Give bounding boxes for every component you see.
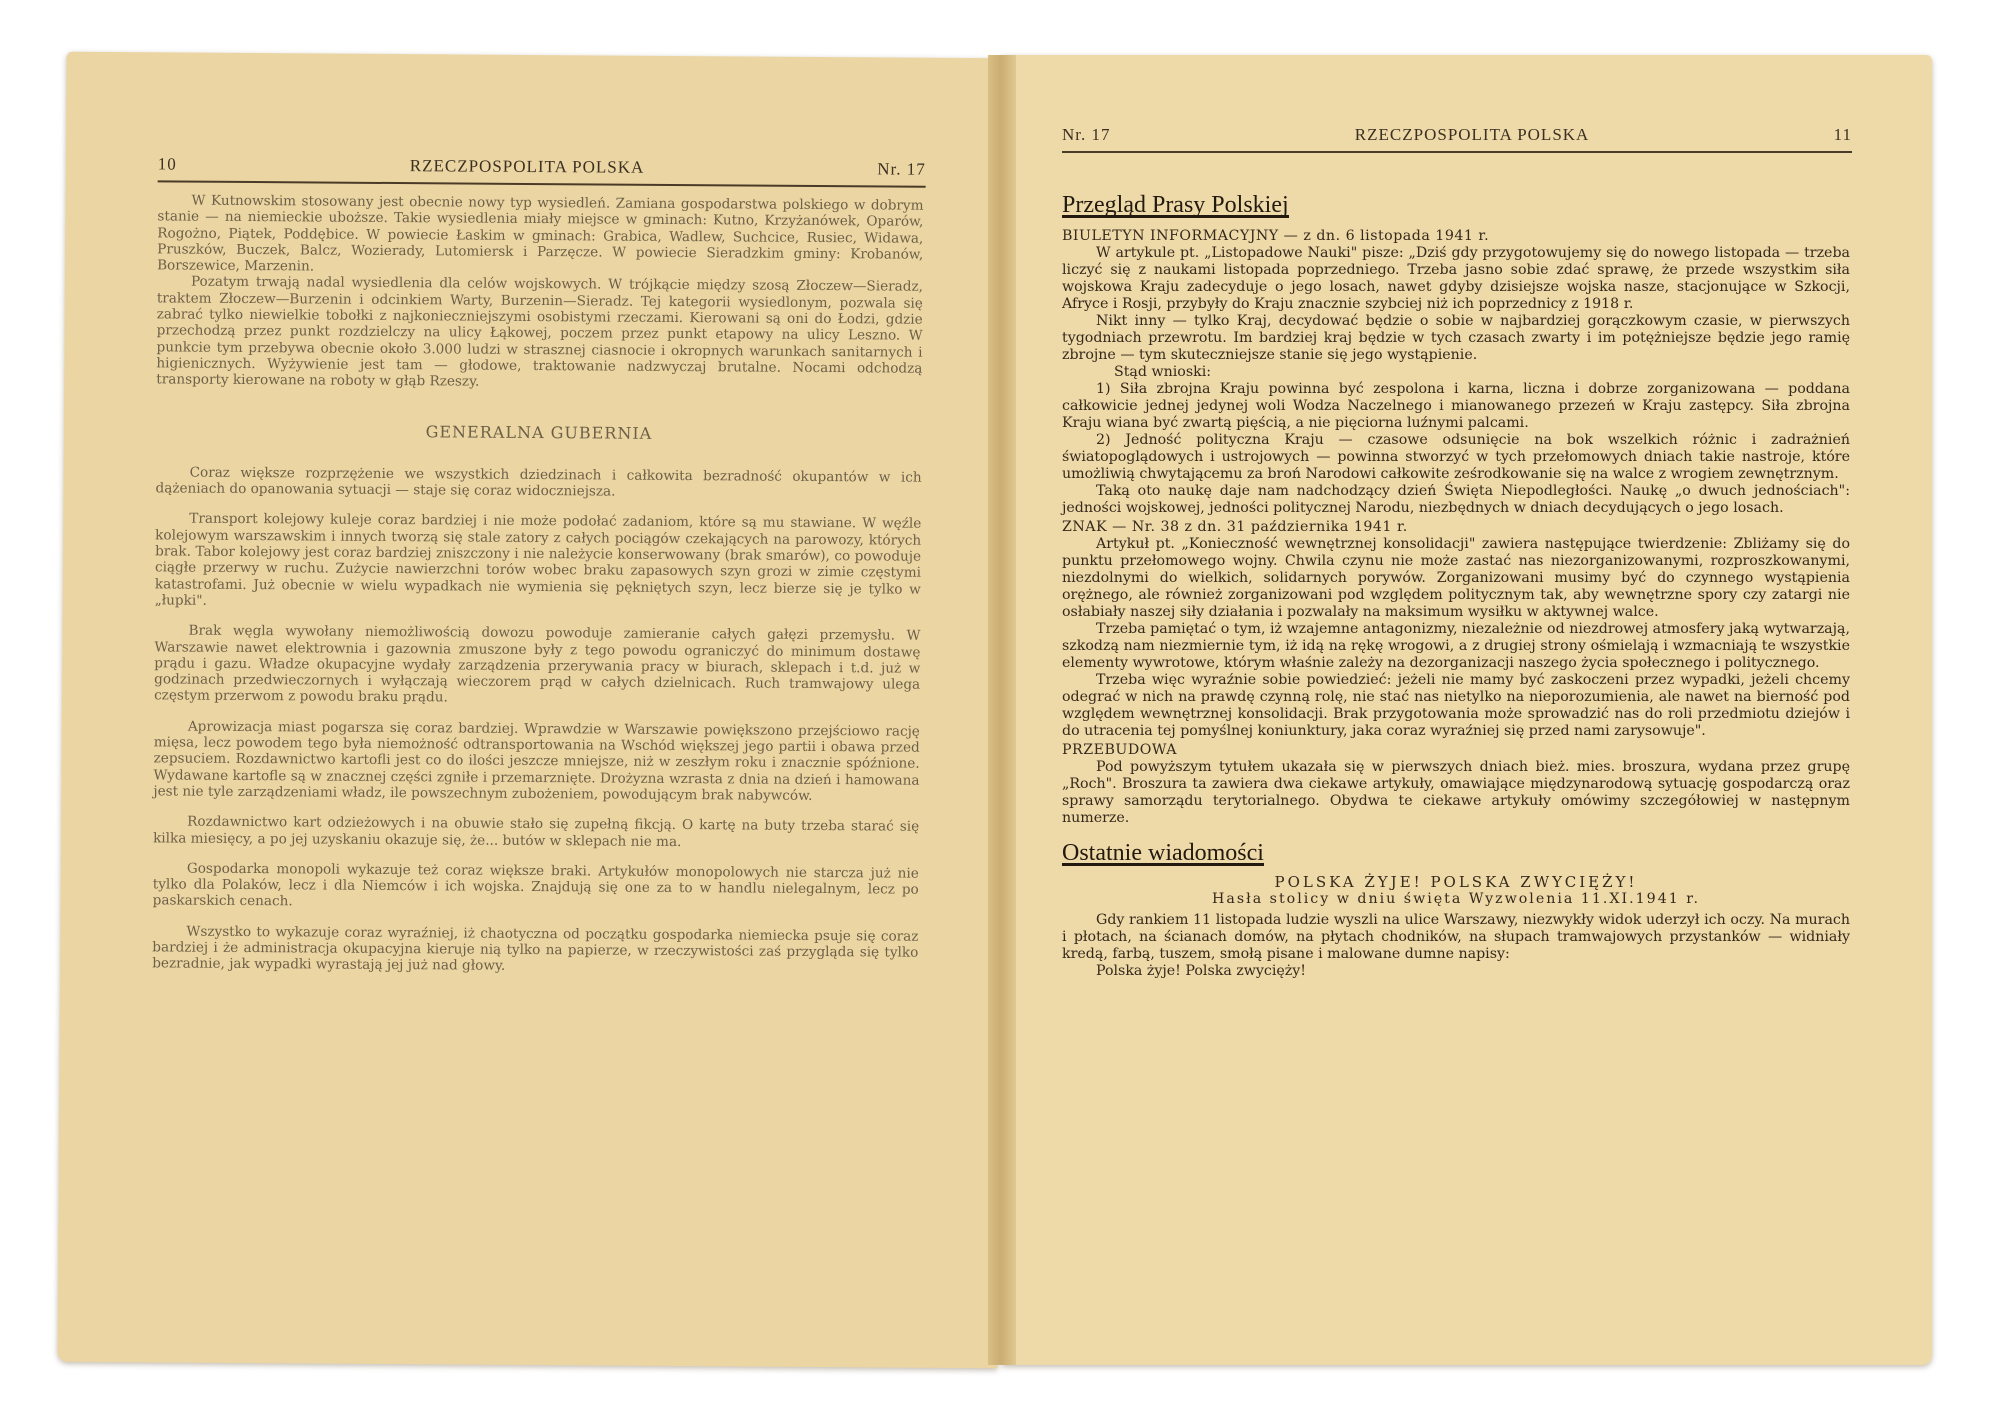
- right-page-header: [1062, 125, 1852, 153]
- left-page-content: [152, 192, 923, 977]
- paragraph: Stąd wnioski:: [1114, 364, 1212, 380]
- paragraph: Pozatym trwają nadal wysiedlenia dla celów wojskowych. W trójkącie między szosą Złoczew—Sieradz, traktem Złoczew—Burzenin i odcinkiem Warty, Burzenin—Sieradz. Tej kategorii wysiedlonym, pozwala się zabrać tylko niewielkie tobołki z najkonieczniejszymi osobistymi rzeczami. Kierowani są oni do Łodzi, gdzie przechodzą przez punkt rozdzielczy na ulicy Łąkowej, poczem przez punkt etapowy na ulicy Leszno. W punkcie tym przebywa obecnie około 3.000 ludzi w strasznej ciasnocie i okropnych warunkach sanitarnych i higienicznych. Wyżywienie jest tam — głodowe, traktowanie nadzwyczaj brutalne. Nocami odchodzą transporty kierowane na roboty w głąb Rzeszy.: [156, 274, 924, 390]
- paragraph: W Kutnowskim stosowany jest obecnie nowy typ wysiedleń. Zamiana gospodarstwa polskiego w dobrym stanie — na niemieckie uboższe. Takie wysiedlenia miały miejsce w gminach: Kutno, Krzyżanówek, Oparów, Rogożno, Piątek, Poddębice. W powiecie Łaskim w gminach: Grabica, Wadlew, Suchcice, Rusiec, Widawa, Pruszków, Buczek, Balcz, Wozierady, Lutomiersk i Parzęcze. W powiecie Sieradzkim gminy: Krobanów, Borszewice, Marzenin.: [157, 192, 924, 275]
- paragraph: Taką oto naukę daje nam nadchodzący dzień Święta Niepodległości. Naukę „o dwuch jednościach": jedności wojskowej, jedności politycznej Narodu, niezbędnych w dniach decydujących o jego losach.: [1062, 483, 1850, 516]
- left-page: [57, 52, 1006, 1369]
- section-heading-generalna-gubernia: GENERALNA GUBERNIA: [425, 421, 653, 443]
- paragraph: Pod powyższym tytułem ukazała się w pierwszych dniach bież. mies. broszura, wydana przez grupę „Roch". Broszura ta zawiera dwa ciekawe artykuły, omawiające międzynarodową sytuację gospodarczą oraz sprawy samorządu terytorialnego. Obydwa te ciekawe artykuły omówimy szczegółowiej w następnym numerze.: [1062, 759, 1850, 826]
- paragraph: Artykuł pt. „Konieczność wewnętrznej konsolidacji" zawiera następujące twierdzenie: Zbliżamy się do punktu przełomowego wojny. Chwila czynu nie może zastać nas niezorganizowanymi, rozproszkowanymi, niezdolnymi do wielkich, solidarnych porywów. Zorganizowani musimy być do czynnego wystąpienia orężnego, ale również zorganizowani pod względem politycznym tak, aby wewnętrzne spory czy zatargi nie osłabiały naszej siły działania i pozwalały na maksimum wysiłku w aktywnej walce.: [1062, 536, 1850, 620]
- right-page-number: 11: [1833, 125, 1852, 144]
- news-subheadline: Hasła stolicy w dniu święta Wyzwolenia 11.XI.1941 r.: [1212, 891, 1700, 907]
- paragraph: 2) Jedność polityczna Kraju — czasowe odsunięcie na bok wszelkich różnic i zadrażnień światopoglądowych i ustrojowych — powinna stworzyć w tych przełomowych dniach takie nastroje, które umożliwią chwytającemu za broń Narodowi całkowite ześrodkowanie się na walce z wrogiem zewnętrznym.: [1062, 432, 1850, 482]
- right-page-content: [1062, 183, 1850, 980]
- book-gutter: [988, 55, 1016, 1365]
- right-page-title: RZECZPOSPOLITA POLSKA: [1354, 125, 1590, 144]
- left-page-title: RZECZPOSPOLITA POLSKA: [409, 156, 645, 177]
- left-page-issue: Nr. 17: [877, 159, 926, 179]
- paragraph: Gospodarka monopoli wykazuje też coraz większe braki. Artykułów monopolowych nie starcza już nie tylko dla Polaków, lecz i dla Niemców i ich wojska. Znajdują się one za to w handlu nielegalnym, lecz po paskarskich cenach.: [152, 860, 919, 910]
- section-heading-przeglad-prasy: Przegląd Prasy Polskiej: [1062, 192, 1289, 218]
- left-page-header: [158, 154, 926, 187]
- source-heading: BIULETYN INFORMACYJNY — z dn. 6 listopada 1941 r.: [1062, 228, 1490, 244]
- paragraph: Rozdawnictwo kart odzieżowych i na obuwie stało się zupełną fikcją. O kartę na buty trzeba starać się kilka miesięcy, a po jej uzyskaniu okazuje się, że... butów w sklepach nie ma.: [153, 813, 920, 850]
- paragraph: Transport kolejowy kuleje coraz bardziej i nie może podołać zadaniom, które są mu stawiane. W węźle kolejowym warszawskim i innych tworzą się stale zatory z całych pociągów czekających na parowozy, których brak. Tabor kolejowy jest coraz bardziej zniszczony i nie należycie konserwowany (brak smarów), co powoduje ciągłe przerwy w ruchu. Zużycie nawierzchni torów wobec braku zapasowych szyn grozi w zimie częstymi katastrofami. Już obecnie w wielu wypadkach nie wymienia się pękniętych szyn, lecz bierze się je tylko w „łupki".: [154, 511, 922, 609]
- paragraph: Trzeba więc wyraźnie sobie powiedzieć: jeżeli nie mamy być zaskoczeni przez wypadki, jeżeli chcemy odegrać w nich na prawdę czynną rolę, nie stać nas nietylko na nieporozumienia, ale nawet na bierność pod względem wewnętrznej konsolidacji. Brak przygotowania może sprowadzić nas do roli przedmiotu dziejów i do utracenia tej pomyślnej koniunktury, jaka coraz wyraźniej się przed nami zarysowuje".: [1062, 672, 1850, 739]
- left-page-number: 10: [157, 154, 177, 174]
- slogan: Polska żyje! Polska zwycięży!: [1096, 963, 1306, 979]
- source-heading: PRZEBUDOWA: [1062, 742, 1177, 758]
- paragraph: Coraz większe rozprzężenie we wszystkich dziedzinach i całkowita bezradność okupantów w ich dążeniach do opanowania sytuacji — staje się coraz widoczniejsza.: [155, 464, 922, 500]
- paragraph: Wszystko to wykazuje coraz wyraźniej, iż chaotyczna od początku gospodarka niemiecka psuje się coraz bardziej i że administracja okupacyjna kieruje nią tylko na papierze, w rzeczywistości zaś przygląda się tylko bezradnie, jak wypadki wyrastają jej już nad głowy.: [152, 923, 919, 975]
- paragraph: Brak węgla wywołany niemożliwością dowozu powoduje zamieranie całych gałęzi przemysłu. W Warszawie nawet elektrownia i gazownia zmuszone były z tego powodu ograniczyć do minimum dostawę prądu i gazu. Władze okupacyjne wydały zarządzenia przerywania pracy w biurach, sklepach i t.d. już w godzinach przedwieczornych i wyłączają wieczorem prąd w całych dzielnicach. Ruch tramwajowy ulega częstym przerwom z powodu braku prądu.: [154, 622, 921, 706]
- right-page: [1002, 55, 1932, 1365]
- source-heading: ZNAK — Nr. 38 z dn. 31 października 1941 r.: [1062, 519, 1408, 535]
- paragraph: Nikt inny — tylko Kraj, decydować będzie o sobie w najbardziej gorączkowym czasie, w pierwszych tygodniach przewrotu. Im bardziej kraj będzie w tych czasach zwarty i im potężniejsze będzie jego ramię zbrojne — tym skuteczniejsze stanie się jego wystąpienie.: [1062, 313, 1850, 363]
- paragraph: W artykule pt. „Listopadowe Nauki" pisze: „Dziś gdy przygotowujemy się do nowego listopada — trzeba liczyć się z naukami listopada poprzedniego. Trzeba jasno sobie zdać sprawę, że przede wszystkim siła wojskowa Kraju zadecyduje o jego losach, nawet gdyby dzisiejsze wojska nasze, stacjonujące w Szkocji, Afryce i Rosji, przybyły do Kraju znacznie szybciej niż ich poprzednicy z 1918 r.: [1062, 245, 1850, 312]
- paragraph: Trzeba pamiętać o tym, iż wzajemne antagonizmy, niezależnie od niezdrowej atmosfery jaką wytwarzają, szkodzą nam niezmiernie tym, iż idą na rękę wrogowi, a z drugiej strony ośmielają i wzmacniają te wszystkie elementy wywrotowe, którym właśnie zależy na dezorganizacji naszego życia społecznego i politycznego.: [1062, 621, 1850, 671]
- paragraph: Aprowizacja miast pogarsza się coraz bardziej. Wprawdzie w Warszawie powiększono przejściowo rację mięsa, lecz powodem tego była niemożność odtransportowania na Wschód większej jego partii i obawa przed zepsuciem. Rozdawnictwo kartofli jest co do ilości jeszcze mniejsze, niż w zeszłym roku i znacznie spóźnione. Wydawane kartofle są w znacznej części zgniłe i przemarznięte. Drożyzna wzrasta z dnia na dzień i hamowana jest nie tyle zarządzeniami władz, ile powszechnym zubożeniem, powodującym brak nabywców.: [153, 718, 920, 804]
- paragraph: 1) Siła zbrojna Kraju powinna być zespolona i karna, liczna i dobrze zorganizowana — poddana całkowicie jednej jedynej woli Wodza Naczelnego i mianowanego przezeń w Kraju zastępcy. Siła zbrojna Kraju wiana być zwartą pięścią, a nie pięciorna luźnymi palcami.: [1062, 381, 1850, 431]
- right-page-issue: Nr. 17: [1062, 125, 1111, 144]
- news-headline: POLSKA ŻYJE! POLSKA ZWYCIĘŻY!: [1274, 873, 1638, 891]
- section-heading-ostatnie-wiadomosci: Ostatnie wiadomości: [1062, 840, 1264, 866]
- paragraph: Gdy rankiem 11 listopada ludzie wyszli na ulice Warszawy, niezwykły widok uderzył ich oczy. Na murach i płotach, na ścianach domów, na płytach chodników, na słupach tramwajowych przystanków — widniały kredą, farbą, tuszem, smołą pisane i malowane dumne napisy:: [1062, 912, 1850, 962]
